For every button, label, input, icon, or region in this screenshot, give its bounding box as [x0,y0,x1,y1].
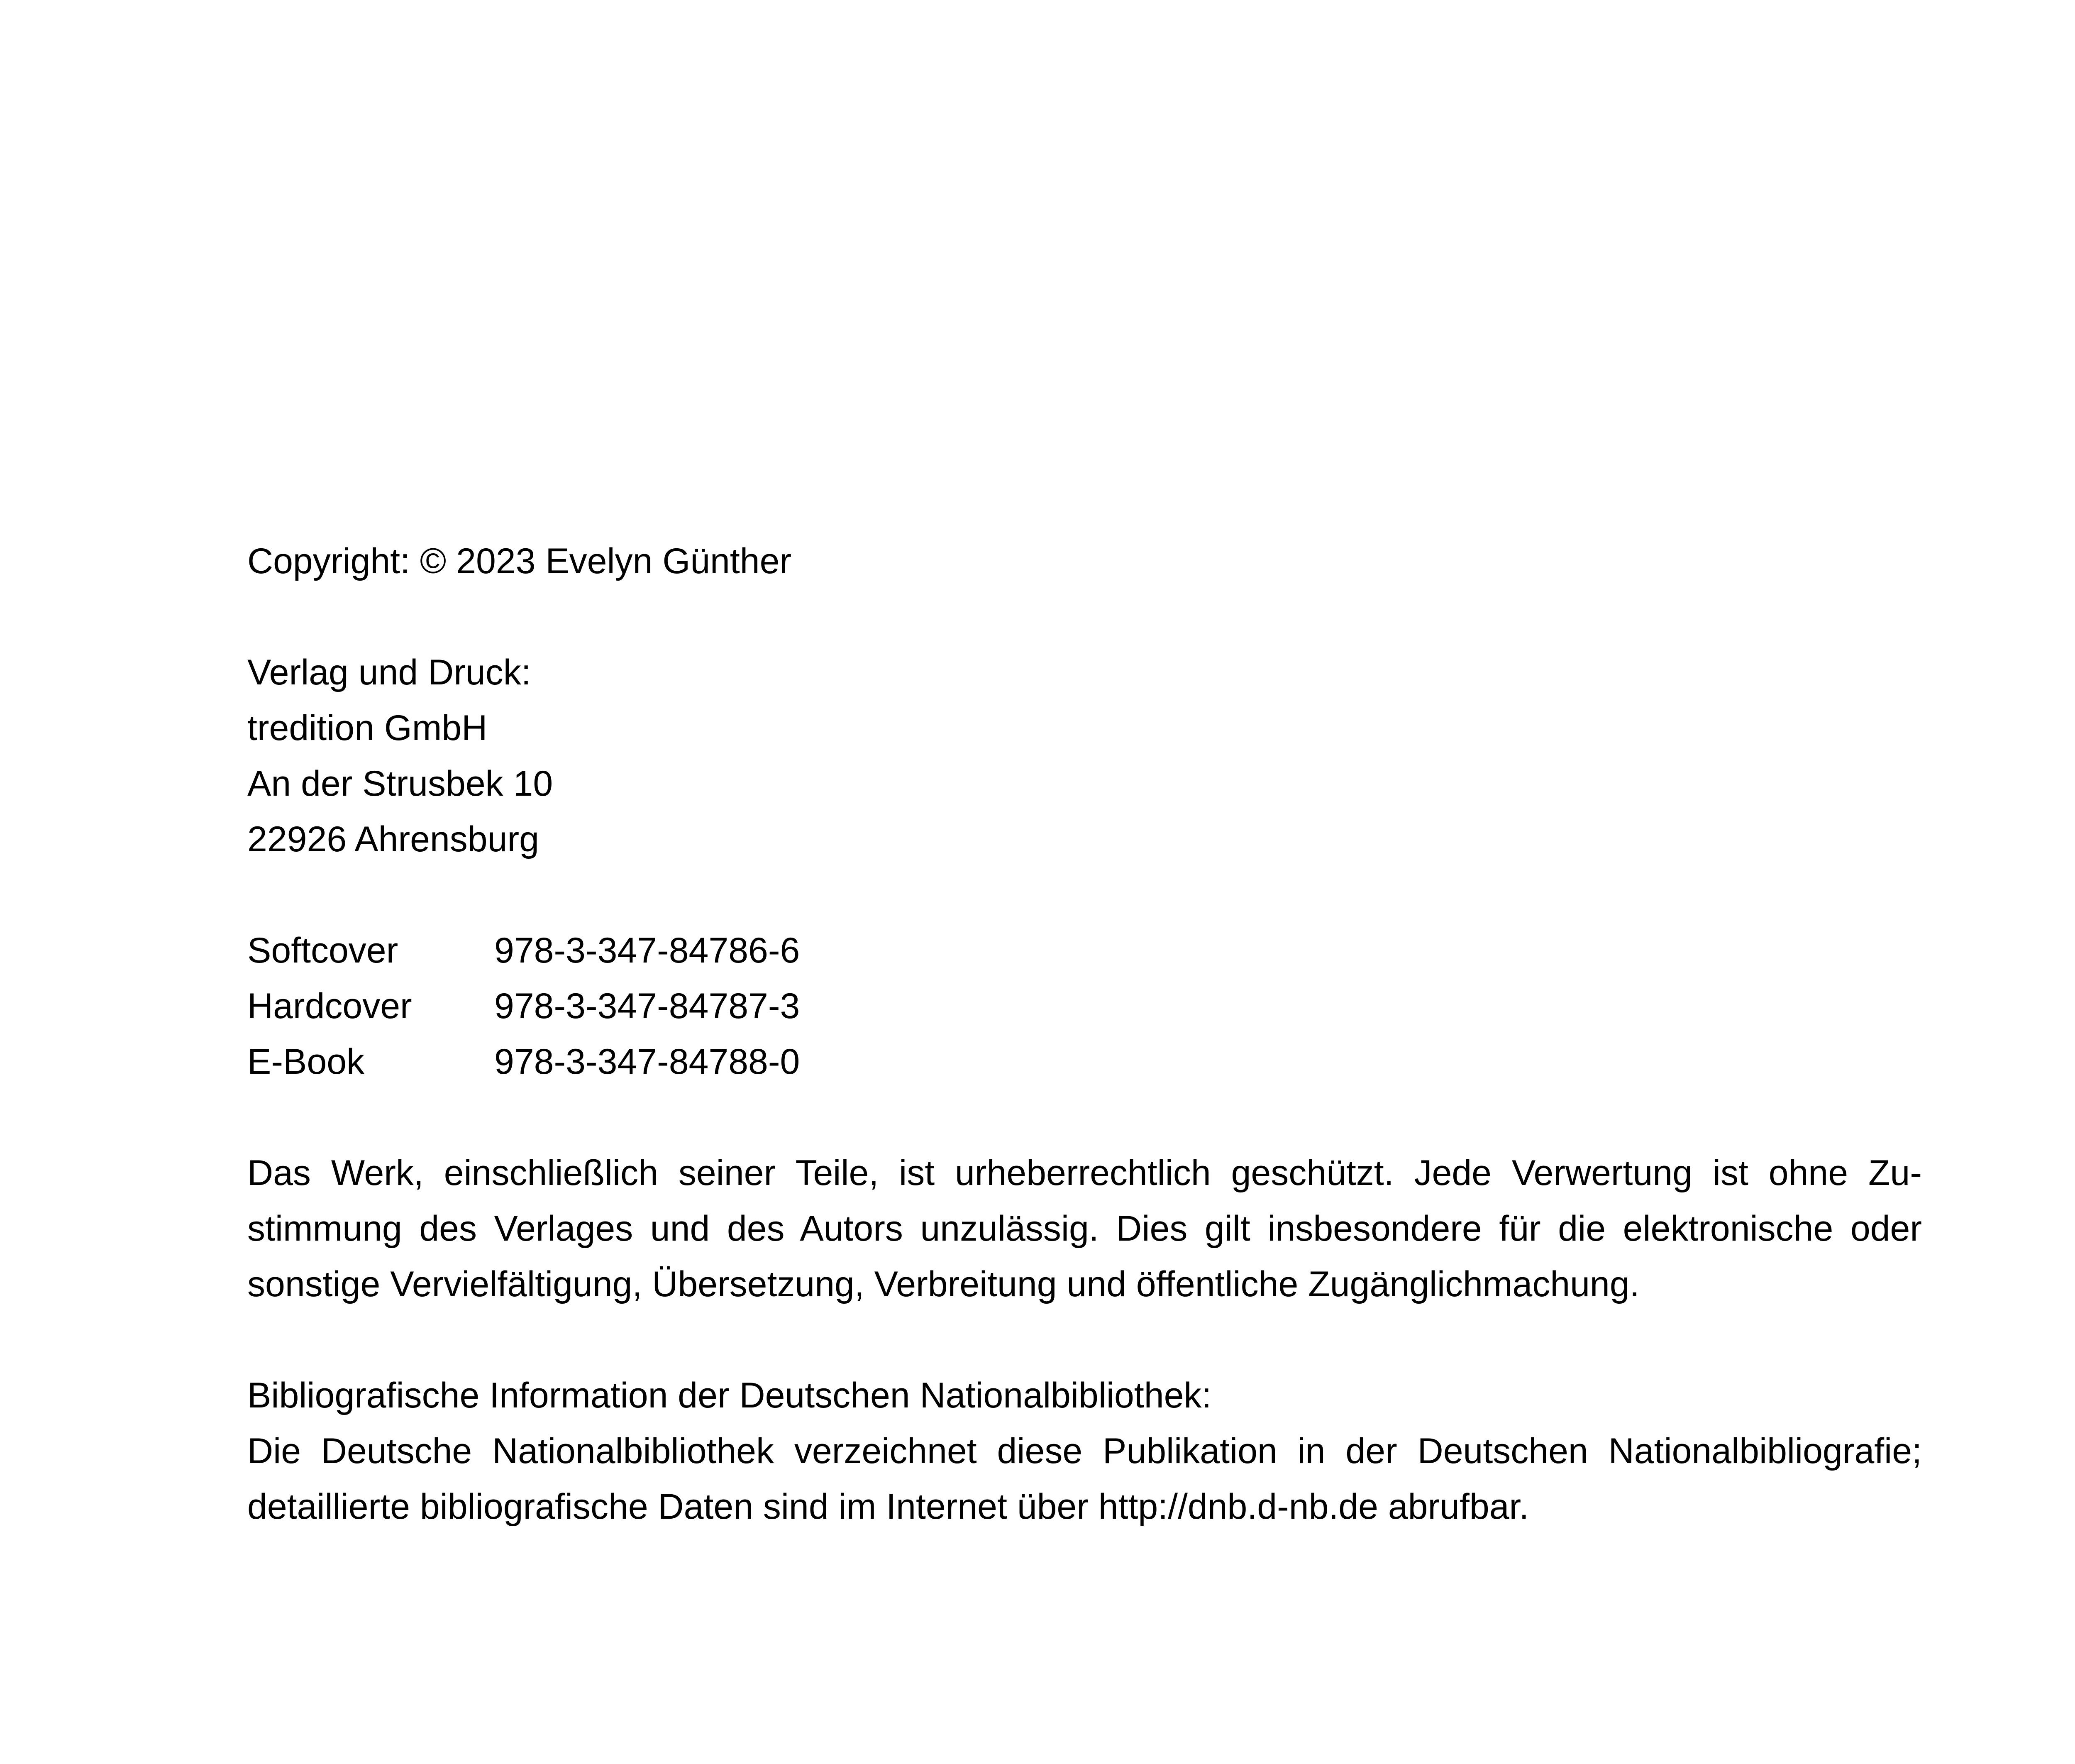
isbn-value: 978-3-347-84786-6 [494,931,800,970]
spacer [247,1312,1922,1368]
dnb-block [247,1368,1922,1534]
isbn-value: 978-3-347-84787-3 [494,986,800,1026]
rights-notice: Das Werk, einschließlich seiner Teile, ist urheberrechtlich geschützt. Jede Verwertung ist ohne Zustimmung des Verlages und des Autors unzulässig. Dies gilt insbesondere für die elektronische oder sonstige Vervielfältigung, Übersetzung, Verbreitung und öffentliche Zugänglichmachung. [247,1153,1922,1304]
isbn-row-hardcover [247,978,1922,1034]
dnb-heading: Bibliografische Information der Deutschen Nationalbibliothek: [247,1376,1212,1415]
publisher-street: An der Strusbek 10 [247,764,553,804]
publisher-name: tredition GmbH [247,708,488,748]
isbn-row-ebook [247,1034,1922,1090]
dnb-text: Die Deutsche Nationalbibliothek verzeichnet diese Publikation in der Deutschen Nationalbibliografie; detaillierte bibliografische Daten sind im Internet über http://dnb.d-nb.de abrufbar. [247,1431,1922,1527]
isbn-label: E-Book [247,1042,365,1082]
spacer [247,1090,1922,1145]
isbn-row-softcover [247,923,1922,978]
publisher-block [247,645,1922,867]
isbn-value: 978-3-347-84788-0 [494,1042,800,1082]
isbn-list [247,923,1922,1090]
spacer [247,867,1922,923]
imprint-content [247,533,1922,1534]
publisher-heading: Verlag und Druck: [247,652,531,692]
isbn-label: Softcover [247,931,398,970]
copyright-line: Copyright: © 2023 Evelyn Günther [247,541,792,581]
spacer [247,589,1922,645]
isbn-label: Hardcover [247,986,412,1026]
publisher-city: 22926 Ahrensburg [247,819,539,859]
